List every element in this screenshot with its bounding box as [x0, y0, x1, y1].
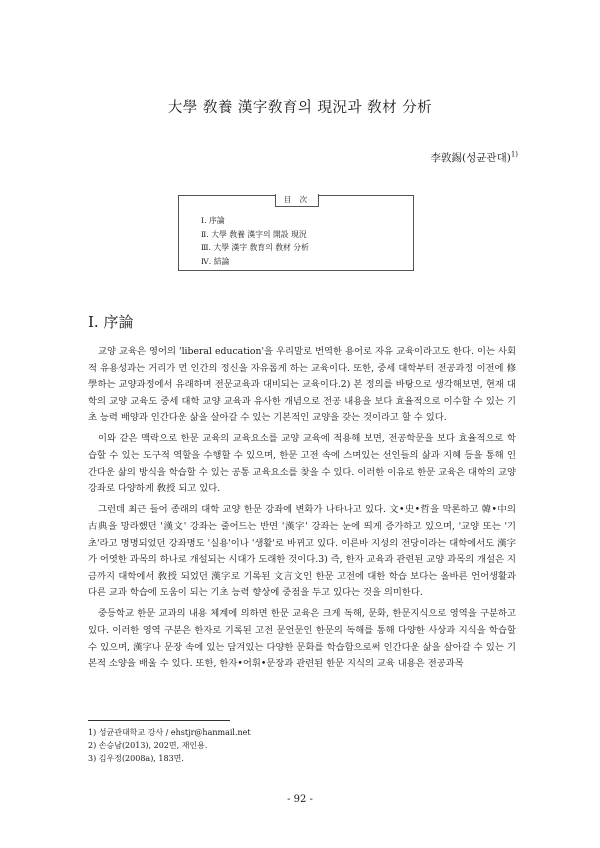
author-line — [431, 150, 518, 165]
footnote-divider — [88, 720, 230, 721]
paragraph: 중등학교 한문 교과의 내용 체계에 의하면 한문 교육은 크게 독해, 문화, 한문지식으로 영역을 구분하고 있다. 이러한 영역 구분은 한자로 기록된 고전 문언문인 한문의 독해를 통해 다양한 사상과 지식을 학습할 수 있으며, 漢字나 문장 속에 있는 담겨있는 다양한 문화를 학습함으로써 인간다운 삶을 살아갈 수 있는 기본적 소양을 배울 수 있다. 또한, 한자•어휘•문장과 관련된 한문 지식의 교육 내용은 전공과목 — [88, 608, 516, 670]
toc-list — [201, 214, 309, 268]
author-footnote-marker: 1) — [510, 150, 518, 159]
footnote: 1) 성균관대학교 강사 / ehstjr@hanmail.net — [88, 728, 251, 737]
author-name: 李敦錫(성균관대) — [430, 152, 511, 164]
footnote: 3) 김우정(2008a), 183면. — [88, 754, 184, 763]
body-text — [88, 344, 516, 677]
toc-item: Ⅳ. 結論 — [201, 256, 230, 266]
paragraph: 그런데 최근 들어 종래의 대학 교양 한문 강좌에 변화가 나타나고 있다. 文•史•哲을 막론하고 韓•中의 古典을 망라했던 '漢文' 강좌는 줄어드는 반면 '漢字' 강좌는 눈에 띄게 증가하고 있으며, '교양 또는 '기초'라고 명명되었던 강좌명도 '실용'이나 '생활'로 바뀌고 있다. 이른바 지성의 전당이라는 대학에서도 漢字가 어엿한 과목의 하나로 개설되는 시대가 도래한 것이다.3) 즉, 한자 교육과 관련된 교양 과목의 개설은 지금까지 대학에서 敎授 되었던 漢字로 기록된 文言文인 한문 고전에 대한 학습 보다는 올바른 언어생활과 다른 교과 학습에 도움이 되는 기초 능력 향상에 중점을 두고 있다는 것을 의미한다. — [88, 504, 516, 599]
footnote: 2) 손승남(2013), 202면, 재인용. — [88, 741, 208, 750]
toc-item: Ⅰ. 序論 — [201, 216, 225, 225]
footnotes — [88, 726, 251, 765]
toc-item: Ⅲ. 大學 漢字 敎育의 敎材 分析 — [201, 243, 309, 252]
toc-item: Ⅱ. 大學 敎養 漢字의 開設 現況 — [201, 229, 307, 239]
paragraph: 교양 교육은 영어의 'liberal education'을 우리말로 번역한 용어로 자유 교육이라고도 한다. 이는 사회적 유용성과는 거리가 먼 인간의 정신을 자유롭게 하는 교육이다. 또한, 중세 대학부터 전공과정 이전에 修學하는 교양과정에서 유래하며 전문교육과 대비되는 교육이다.2) 본 정의를 바탕으로 생각해보면, 현재 대학의 교양 교육도 중세 대학 교양 교육과 유사한 개념으로 전공 내용을 보다 효율적으로 이수할 수 있는 기초 능력 배양과 인간다운 삶을 살아갈 수 있는 기본적인 교양을 갖는 것이라고 할 수 있다. — [88, 346, 516, 424]
toc-heading: 目 次 — [275, 194, 319, 207]
page-number: - 92 - — [287, 794, 313, 805]
paper-title: 大學 敎養 漢字敎育의 現況과 敎材 分析 — [167, 100, 433, 116]
paragraph: 이와 같은 맥락으로 한문 교육의 교육요소를 교양 교육에 적용해 보면, 전공학문을 보다 효율적으로 학습할 수 있는 도구적 역할을 수행할 수 있으며, 한문 고전 속에 스며있는 선인들의 삶과 지혜 등을 통해 인간다운 삶의 방식을 학습할 수 있는 공통 교육요소를 찾을 수 있다. 이러한 이유로 한문 교육은 대학의 교양 강좌로 다양하게 敎授 되고 있다. — [88, 433, 516, 495]
section-heading: Ⅰ. 序論 — [88, 313, 134, 331]
table-of-contents — [178, 195, 414, 271]
